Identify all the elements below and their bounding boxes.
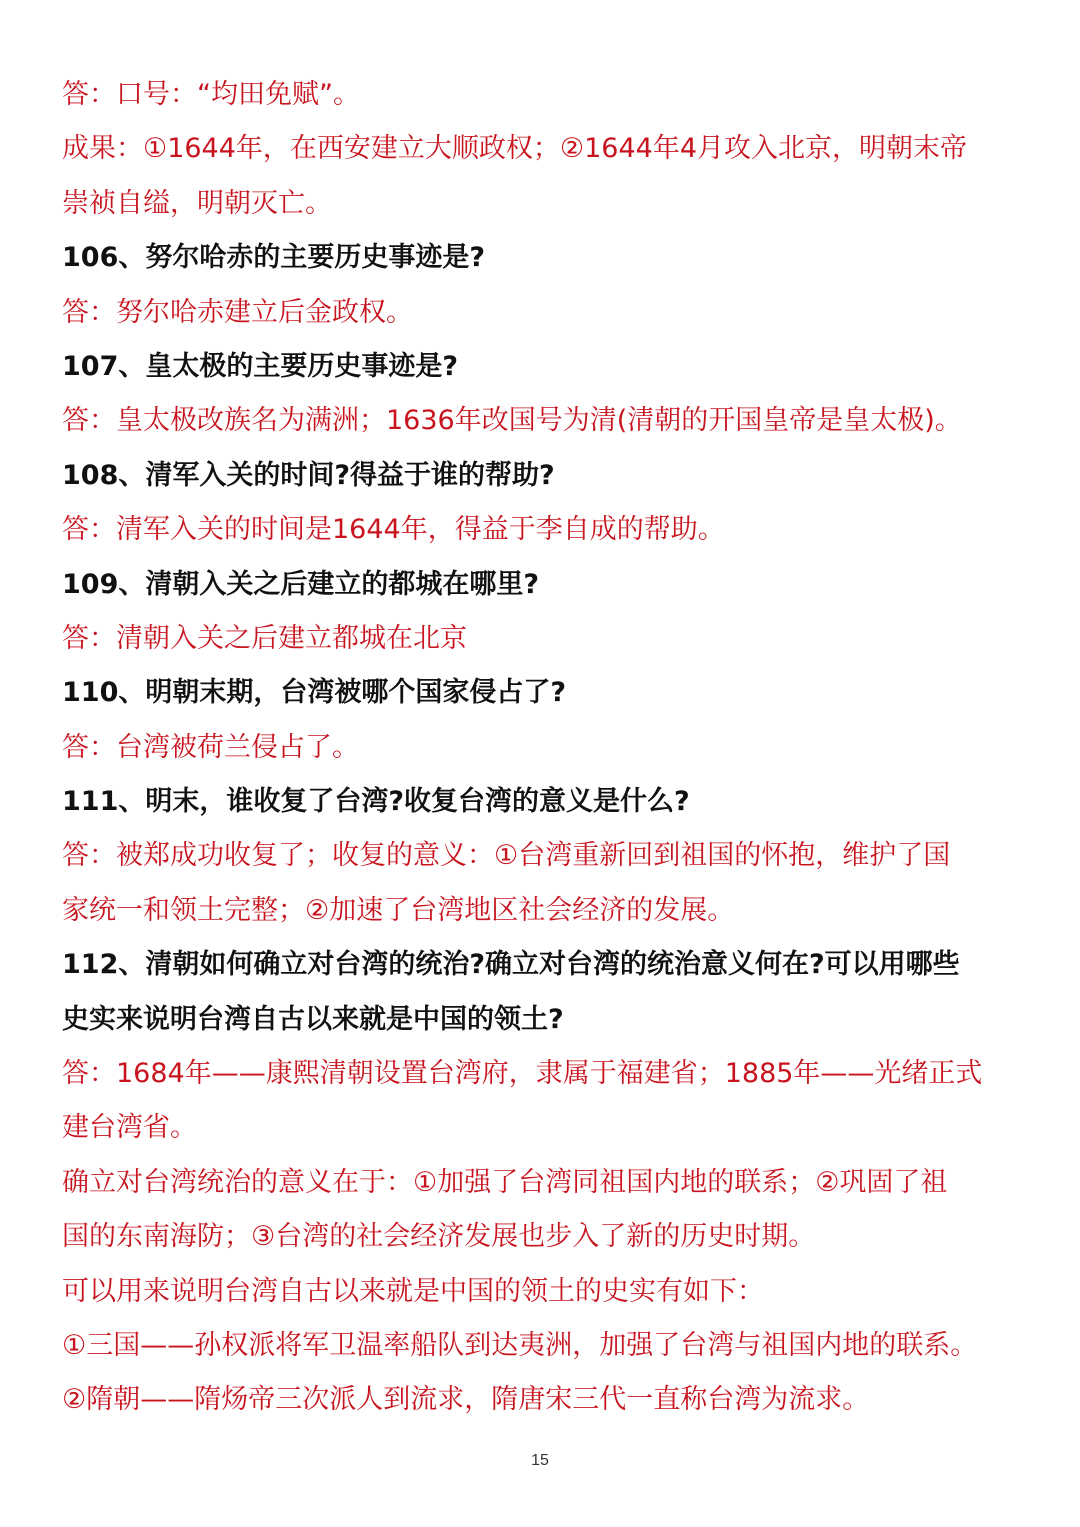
answer-line: 家统一和领土完整；②加速了台湾地区社会经济的发展。 [62, 894, 735, 926]
answer-line: 答：被郑成功收复了；收复的意义：①台湾重新回到祖国的怀抱，维护了国 [62, 840, 951, 872]
question-line: 史实来说明台湾自古以来就是中国的领土? [62, 1003, 564, 1035]
answer-line: 国的东南海防；③台湾的社会经济发展也步入了新的历史时期。 [62, 1221, 816, 1253]
question-line: 110、明朝末期，台湾被哪个国家侵占了? [62, 677, 567, 709]
question-line: 107、皇太极的主要历史事迹是? [62, 350, 459, 382]
page-number: 15 [531, 1452, 549, 1469]
document-body [62, 68, 1052, 1428]
question-line: 108、清军入关的时间?得益于谁的帮助? [62, 459, 555, 491]
answer-line: 答：口号：“均田免赋”。 [62, 79, 360, 110]
answer-line: ②隋朝——隋炀帝三次派人到流求，隋唐宋三代一直称台湾为流求。 [62, 1384, 870, 1416]
answer-line: 确立对台湾统治的意义在于：①加强了台湾同祖国内地的联系；②巩固了祖 [62, 1166, 948, 1198]
answer-line: 答：清军入关的时间是1644年，得益于李自成的帮助。 [62, 514, 725, 546]
question-line: 111、明末，谁收复了台湾?收复台湾的意义是什么? [62, 786, 690, 818]
answer-line: 答：皇太极改族名为满洲；1636年改国号为清(清朝的开国皇帝是皇太极)。 [62, 405, 962, 437]
answer-line: 答：努尔哈赤建立后金政权。 [62, 296, 413, 328]
answer-line: 答：台湾被荷兰侵占了。 [62, 731, 359, 763]
question-line: 106、努尔哈赤的主要历史事迹是? [62, 242, 486, 274]
answer-line: 可以用来说明台湾自古以来就是中国的领土的史实有如下： [62, 1275, 764, 1307]
answer-line: 答：清朝入关之后建立都城在北京 [62, 622, 467, 654]
answer-line: 崇祯自缢，明朝灭亡。 [62, 187, 332, 219]
answer-line: 答：1684年——康熙清朝设置台湾府，隶属于福建省；1885年——光绪正式 [62, 1058, 983, 1090]
answer-line: 建台湾省。 [62, 1112, 197, 1144]
answer-line: 成果：①1644年，在西安建立大顺政权；②1644年4月攻入北京，明朝末帝 [62, 133, 968, 165]
question-line: 109、清朝入关之后建立的都城在哪里? [62, 568, 540, 600]
answer-line: ①三国——孙权派将军卫温率船队到达夷洲，加强了台湾与祖国内地的联系。 [62, 1329, 978, 1361]
question-line: 112、清朝如何确立对台湾的统治?确立对台湾的统治意义何在?可以用哪些 [62, 949, 960, 981]
